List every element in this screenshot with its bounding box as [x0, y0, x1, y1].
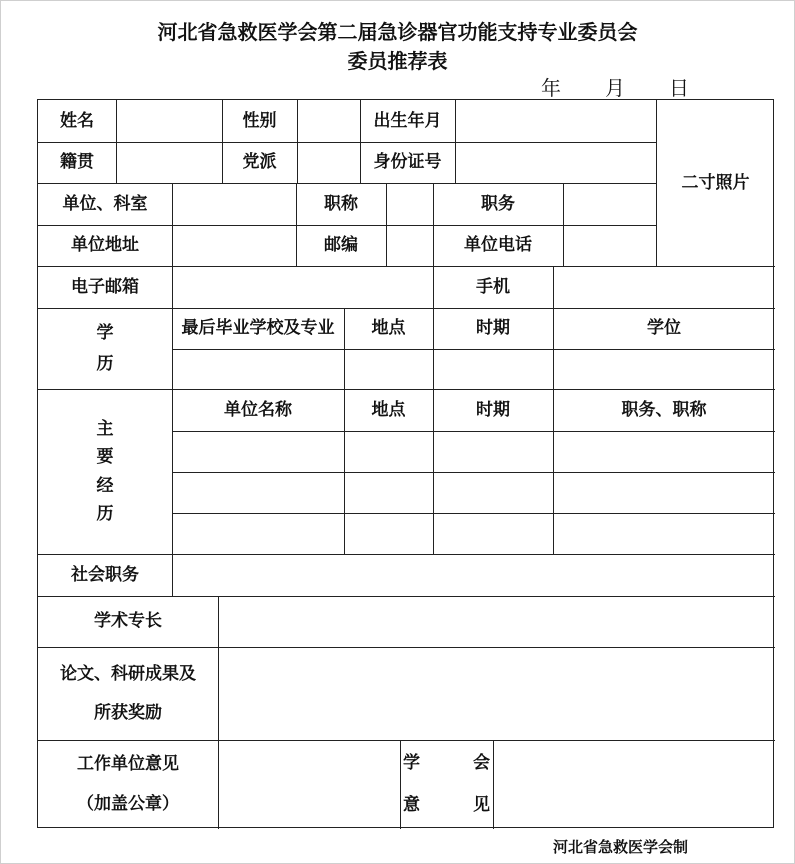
label-social-duties: 社会职务: [71, 564, 139, 585]
label-unit-dept: 单位、科室: [62, 193, 148, 214]
label-papers-awards: 论文、科研成果及 所获奖励: [60, 664, 196, 723]
label-title-rank: 职称: [324, 193, 358, 214]
header-exp-position: 职务、职称: [621, 399, 707, 420]
exp-row-1-unit[interactable]: [173, 432, 343, 471]
edu-degree-field[interactable]: [554, 350, 774, 388]
exp-row-2-place[interactable]: [345, 473, 432, 512]
label-party: 党派: [242, 152, 277, 173]
recommendation-form-table: [37, 99, 774, 828]
photo-box[interactable]: 二寸照片: [681, 172, 750, 193]
academic-specialty-field[interactable]: [219, 597, 774, 646]
form-title: 河北省急救医学会第二届急诊器官功能支持专业委员会: [157, 20, 638, 44]
label-society-opinion: 学 会 意 见: [403, 753, 490, 815]
label-academic-specialty: 学术专长: [94, 611, 162, 632]
label-name: 姓名: [60, 110, 94, 131]
header-exp-place: 地点: [371, 399, 406, 420]
header-edu-place: 地点: [371, 318, 406, 339]
edu-period-field[interactable]: [434, 350, 552, 388]
label-birth: 出生年月: [373, 110, 442, 131]
exp-row-2-period[interactable]: [434, 473, 552, 512]
unit-phone-field[interactable]: [564, 226, 655, 265]
position-field[interactable]: [564, 184, 655, 224]
exp-row-3-place[interactable]: [345, 514, 432, 553]
exp-row-1-position[interactable]: [554, 432, 774, 471]
papers-awards-field[interactable]: [219, 648, 774, 739]
date-day-label: 日: [669, 76, 689, 100]
edu-place-field[interactable]: [345, 350, 432, 388]
email-field[interactable]: [173, 267, 432, 307]
form-subtitle: 委员推荐表: [347, 49, 448, 73]
birth-field[interactable]: [456, 101, 655, 141]
label-unit-address: 单位地址: [71, 235, 139, 256]
social-duties-field[interactable]: [173, 555, 774, 595]
unit-dept-field[interactable]: [173, 184, 295, 224]
header-exp-unit: 单位名称: [224, 399, 292, 420]
label-gender: 性别: [242, 110, 277, 131]
label-education: 学 历: [96, 323, 114, 374]
form-footer-maker: 河北省急救医学会制: [553, 838, 689, 856]
header-edu-degree: 学位: [647, 318, 681, 339]
exp-row-3-unit[interactable]: [173, 514, 343, 553]
date-month-label: 月: [605, 76, 625, 100]
edu-school-field[interactable]: [173, 350, 343, 388]
native-place-field[interactable]: [117, 143, 221, 182]
exp-row-1-place[interactable]: [345, 432, 432, 471]
exp-row-3-period[interactable]: [434, 514, 552, 553]
exp-row-1-period[interactable]: [434, 432, 552, 471]
id-number-field[interactable]: [456, 143, 655, 182]
header-exp-period: 时期: [476, 399, 510, 420]
name-field[interactable]: [117, 101, 221, 141]
date-year-label: 年: [541, 76, 561, 100]
label-native-place: 籍贯: [60, 152, 94, 173]
label-email: 电子邮箱: [71, 276, 139, 297]
postcode-field[interactable]: [387, 226, 432, 265]
exp-row-2-unit[interactable]: [173, 473, 343, 512]
unit-opinion-field[interactable]: [219, 741, 399, 828]
header-edu-school: 最后毕业学校及专业: [181, 318, 335, 339]
exp-row-2-position[interactable]: [554, 473, 774, 512]
header-edu-period: 时期: [476, 318, 510, 339]
label-main-experience: 主 要 经 历: [96, 418, 114, 524]
label-postcode: 邮编: [324, 235, 358, 256]
label-position: 职务: [481, 193, 515, 214]
mobile-field[interactable]: [554, 267, 774, 307]
unit-address-field[interactable]: [173, 226, 295, 265]
label-id-number: 身份证号: [373, 152, 442, 173]
title-rank-field[interactable]: [387, 184, 432, 224]
label-mobile: 手机: [476, 276, 510, 297]
society-opinion-field[interactable]: [494, 741, 774, 828]
exp-row-3-position[interactable]: [554, 514, 774, 553]
gender-field[interactable]: [298, 101, 359, 141]
party-field[interactable]: [298, 143, 359, 182]
label-unit-opinion: 工作单位意见 （加盖公章）: [77, 753, 179, 814]
label-unit-phone: 单位电话: [464, 235, 532, 256]
